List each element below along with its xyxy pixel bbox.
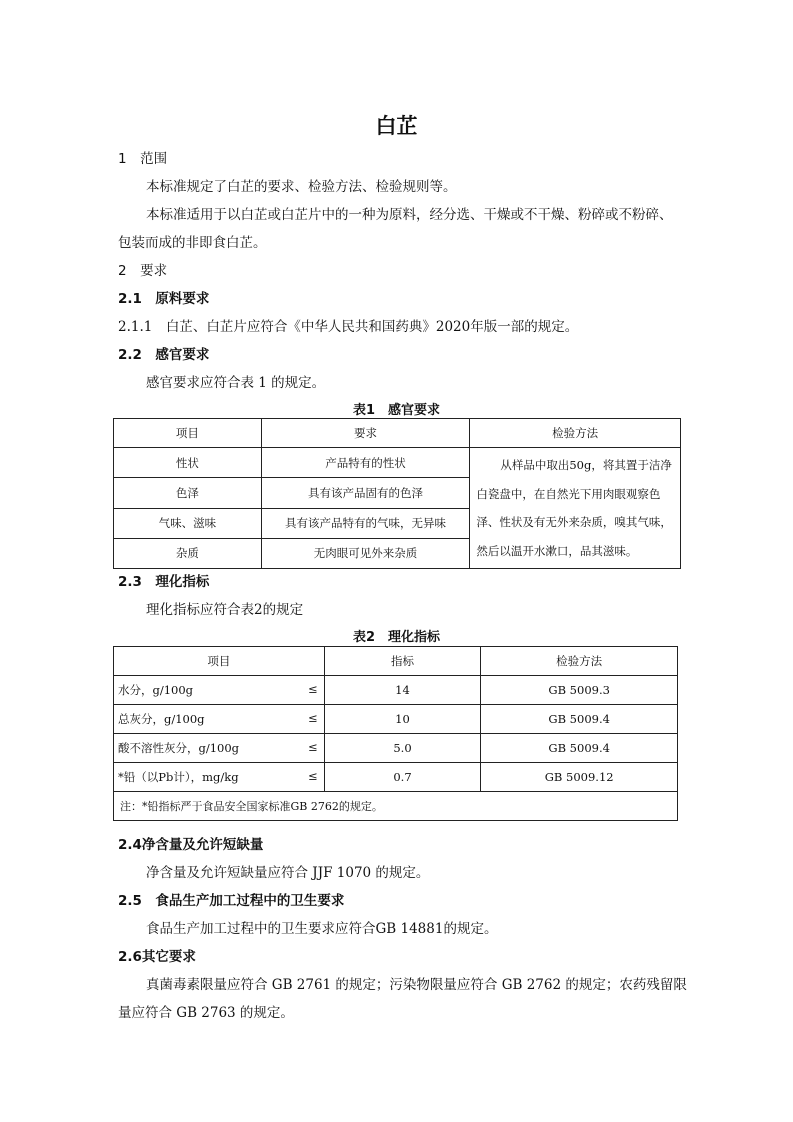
table-1-header-item: 项目 [114, 419, 262, 448]
table-2 [113, 646, 678, 821]
table-cell [114, 763, 325, 792]
operator: ≤ [308, 711, 318, 725]
table-1-caption: 表1 感官要求 [352, 403, 441, 418]
item-label: 水分，g/100g [118, 683, 194, 697]
table-cell: GB 5009.4 [481, 705, 678, 734]
table-cell: 无肉眼可见外来杂质 [261, 538, 470, 568]
section-2-heading: 2 要求 [118, 263, 168, 279]
operator: ≤ [308, 682, 318, 696]
section-2-1-1-paragraph: 2.1.1 白芷、白芷片应符合《中华人民共和国药典》2020年版一部的规定。 [118, 319, 579, 335]
table-cell: 杂质 [114, 538, 262, 568]
section-2-3-paragraph: 理化指标应符合表2的规定 [146, 602, 304, 618]
table-cell: 性状 [114, 448, 262, 478]
item-label: *铅（以Pb计），mg/kg [118, 770, 239, 784]
table-cell: 14 [324, 676, 481, 705]
table-2-header-value: 指标 [324, 647, 481, 676]
table-2-header-method: 检验方法 [481, 647, 678, 676]
section-1-heading: 1 范围 [118, 151, 168, 167]
section-2-3-heading: 2.3 理化指标 [118, 574, 210, 590]
section-2-1-heading: 2.1 原料要求 [118, 291, 210, 307]
operator: ≤ [308, 740, 318, 754]
table-row [114, 734, 678, 763]
table-cell: GB 5009.12 [481, 763, 678, 792]
table-row [114, 448, 681, 478]
table-1-header-requirement: 要求 [261, 419, 470, 448]
section-2-4-heading: 2.4净含量及允许短缺量 [118, 837, 264, 853]
table-1-header-method: 检验方法 [470, 419, 681, 448]
table-cell: 5.0 [324, 734, 481, 763]
section-2-5-heading: 2.5 食品生产加工过程中的卫生要求 [118, 893, 345, 909]
table-row [114, 647, 678, 676]
table-cell: 具有该产品固有的色泽 [261, 478, 470, 508]
table-row [114, 419, 681, 448]
table-1 [113, 418, 681, 569]
table-row [114, 676, 678, 705]
section-2-2-paragraph: 感官要求应符合表 1 的规定。 [146, 375, 326, 391]
table-2-note: 注：*铅指标严于食品安全国家标准GB 2762的规定。 [114, 792, 678, 821]
section-2-6-paragraph-line-1: 真菌毒素限量应符合 GB 2761 的规定；污染物限量应符合 GB 2762 的规定；农药残留限 [146, 977, 687, 993]
section-2-4-paragraph: 净含量及允许短缺量应符合 JJF 1070 的规定。 [146, 865, 430, 881]
table-cell: GB 5009.3 [481, 676, 678, 705]
item-label: 总灰分，g/100g [118, 712, 205, 726]
table-cell: 色泽 [114, 478, 262, 508]
table-cell: 具有该产品特有的气味，无异味 [261, 508, 470, 538]
table-cell [114, 734, 325, 763]
item-label: 酸不溶性灰分，g/100g [118, 741, 240, 755]
section-1-paragraph-1: 本标准规定了白芷的要求、检验方法、检验规则等。 [146, 179, 457, 195]
section-2-6-paragraph-line-2: 量应符合 GB 2763 的规定。 [118, 1005, 294, 1021]
table-cell [114, 705, 325, 734]
table-cell: GB 5009.4 [481, 734, 678, 763]
section-2-6-heading: 2.6其它要求 [118, 949, 196, 965]
section-2-5-paragraph: 食品生产加工过程中的卫生要求应符合GB 14881的规定。 [146, 921, 498, 937]
section-1-paragraph-2-line-1: 本标准适用于以白芷或白芷片中的一种为原料，经分选、干燥或不干燥、粉碎或不粉碎、 [146, 207, 673, 223]
table-2-caption: 表2 理化指标 [352, 630, 441, 645]
table-cell [114, 676, 325, 705]
section-1-paragraph-2-line-2: 包装而成的非即食白芷。 [118, 235, 267, 251]
table-row [114, 792, 678, 821]
table-row [114, 763, 678, 792]
operator: ≤ [308, 769, 318, 783]
table-cell: 产品特有的性状 [261, 448, 470, 478]
table-cell: 0.7 [324, 763, 481, 792]
table-1-method-cell: 从样品中取出50g，将其置于洁净白瓷盘中，在自然光下用肉眼观察色泽、性状及有无外来杂质，嗅其气味，然后以温开水漱口，品其滋味。 [470, 448, 681, 569]
table-2-header-item: 项目 [114, 647, 325, 676]
table-row [114, 705, 678, 734]
document-title: 白芷 [375, 114, 418, 138]
section-2-2-heading: 2.2 感官要求 [118, 347, 210, 363]
table-cell: 气味、滋味 [114, 508, 262, 538]
table-cell: 10 [324, 705, 481, 734]
